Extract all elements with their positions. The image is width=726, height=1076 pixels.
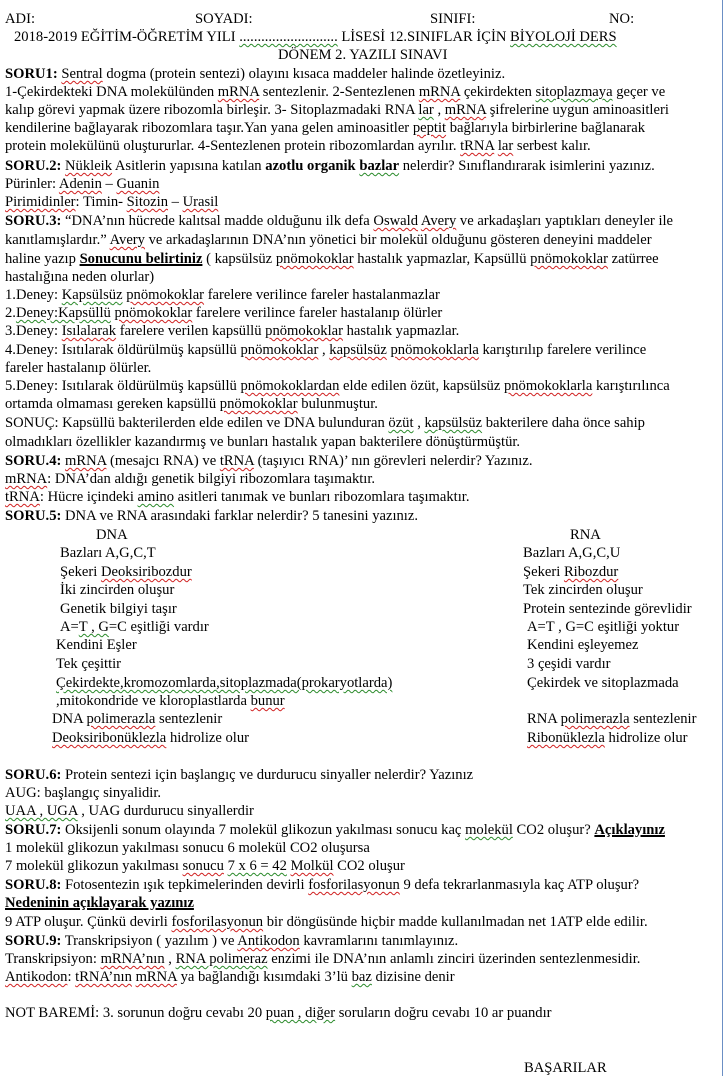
text-fragment: : DNA’dan aldığı genetik bilgiyi ribozomlara taşımaktır. [47, 471, 376, 487]
answer-6-start: AUG: başlangıç sinyalidir. [5, 785, 162, 801]
question-label: SORU1: [5, 66, 58, 82]
text-fragment: Isılalarak [61, 323, 117, 339]
text-fragment: 5.Deney: Isıtılarak öldürülmüş kapsüllü [5, 378, 241, 394]
text-fragment: ortamda olmaması gereken kapsüllü [5, 396, 220, 412]
answer-4-mrna [5, 470, 375, 488]
subject-name: BİYOLOJİ DERS [510, 29, 617, 45]
dna-property: DNA polimerazla sentezlenir [52, 711, 223, 727]
text-fragment: kapsülsüz [424, 415, 483, 431]
answer-4-trna [5, 488, 469, 506]
text-fragment: amino [137, 489, 175, 505]
text-fragment: kapsülsüz [329, 342, 387, 358]
text-fragment: Oksijenli sonum olayında 7 molekül glikozun yakılması sonucu kaç [61, 822, 466, 838]
text-fragment: farelere verilince fareler hastalanıp ölürler [192, 305, 443, 321]
answer-1-line [5, 83, 665, 101]
experiment-5-line [5, 395, 378, 413]
text-fragment: kanıtlamışlardır.” [5, 232, 110, 248]
text-fragment: Sitozin [126, 194, 169, 210]
text-fragment: geçer ve [612, 84, 666, 100]
closing-text: BAŞARILAR [524, 1060, 607, 1076]
text-fragment: mRNA [217, 84, 260, 100]
text-fragment: NOT BAREMİ: 3. sorunun doğru cevabı 20 [5, 1005, 266, 1021]
text-fragment: (taşıyıcı RNA)’ nın görevleri nelerdir? Yazınız. [253, 453, 533, 469]
rna-property: 3 çeşidi vardır [527, 656, 611, 672]
text-fragment: Açıklayınız [594, 822, 665, 838]
text-fragment: hastalık yapmazlar. [342, 323, 460, 339]
text-fragment: Nükleik [65, 158, 113, 174]
text-fragment: pnömokoklarla [503, 378, 593, 394]
text-fragment: ya bağlandığı kısımdaki 3’lü [176, 969, 352, 985]
text-fragment: bulunmuştur. [297, 396, 378, 412]
text-fragment: Adenin [58, 176, 102, 192]
text-fragment: azotlu organik [265, 158, 360, 174]
text-fragment: Guanin [116, 176, 160, 192]
answer-2-pyrimidines [5, 193, 218, 211]
text-fragment: : Timin- [75, 194, 127, 210]
text-fragment: 1-Çekirdekteki DNA molekülünden [5, 84, 218, 100]
text-fragment: 9 defa tekrarlanmasıyla kaç ATP oluşur? [399, 877, 640, 893]
question-9 [5, 932, 458, 950]
conclusion [5, 414, 645, 432]
text-fragment: dogma (protein sentezi) olayını kısaca maddeler halinde özetleyiniz. [102, 66, 506, 82]
rna-property: Protein sentezinde görevlidir [523, 601, 692, 617]
question-8 [5, 876, 639, 894]
question-8-instruction [5, 894, 194, 912]
answer-9-anticodon [5, 968, 455, 986]
text-fragment: lar [418, 102, 434, 118]
text-fragment: Pürinler: [5, 176, 59, 192]
text-fragment: Avery [109, 232, 145, 248]
question-label: SORU.7: [5, 822, 62, 838]
answer-8 [5, 913, 648, 931]
text-fragment: , [413, 415, 425, 431]
text-fragment: pnömokoklardan [240, 378, 340, 394]
text-fragment: mRNA [65, 453, 107, 469]
text-fragment: dizisine denir [371, 969, 455, 985]
text-fragment: Molkül [290, 858, 334, 874]
text-fragment: Antikodon [5, 969, 68, 985]
school-name-blank: ........................... [239, 29, 338, 45]
text-fragment: elde edilen özüt, kapsülsüz [339, 378, 504, 394]
text-fragment: serbest kalır. [513, 138, 591, 154]
text-fragment: sitoplazmaya [535, 84, 613, 100]
text-fragment: SONUÇ: Kapsüllü bakterilerden elde edilen ve DNA bulunduran [5, 415, 389, 431]
text-fragment: , [164, 951, 176, 967]
text-fragment: protein molekülünü oluştururlar. 4-Sentezlenen protein ribozomlardan ayrılır. [5, 138, 461, 154]
text-fragment: pnömokoklar [219, 396, 298, 412]
dna-property: İki zincirden oluşur [60, 582, 175, 598]
text-fragment: Asitlerin yapısına katılan [112, 158, 266, 174]
text-fragment: şifrelerine uygun aminoasitleri [486, 102, 669, 118]
text-fragment: baz [351, 969, 372, 985]
answer-6-stop [5, 802, 254, 820]
rna-property: Şekeri Ribozdur [523, 564, 619, 580]
text-fragment: 3.Deney: [5, 323, 62, 339]
question-label: SORU.9: [5, 933, 62, 949]
question-6 [5, 766, 473, 784]
text-fragment: fosforilasyonun [171, 914, 264, 930]
text-fragment: mRNA [418, 84, 461, 100]
text-fragment: mRNA [135, 969, 177, 985]
exam-title: DÖNEM 2. YAZILI SINAVI [278, 47, 448, 63]
text-fragment: mRNA [444, 102, 487, 118]
text-fragment: pnömokoklar [275, 251, 354, 267]
question-2 [5, 157, 655, 175]
text-fragment: , [433, 102, 445, 118]
text-fragment: Pirimidinler [5, 194, 76, 210]
text-fragment: Oswald [373, 213, 419, 229]
text-fragment: pnömokoklar [530, 251, 608, 267]
text-fragment: ( kapsülsüz [202, 251, 276, 267]
text-fragment: sentezlenir. 2-Sentezlenen [259, 84, 419, 100]
text-fragment: CO2 oluşur? [512, 822, 595, 838]
text-fragment: kavramlarını tanımlayınız. [299, 933, 459, 949]
text-fragment: Deney:Kapsüllü [15, 305, 111, 321]
answer-2-purines [5, 175, 159, 193]
experiment-2 [5, 304, 442, 322]
text-fragment: 7 x 6 = 42 [227, 858, 287, 874]
text-fragment: Nedeninin açıklayarak yazınız [5, 895, 194, 911]
text-fragment: RNA polimeraz [175, 951, 268, 967]
text-fragment: asitleri tanımak ve bunları ribozomlara taşımaktır. [174, 489, 470, 505]
text-fragment: : [67, 969, 76, 985]
school-text: LİSESİ 12.SINIFLAR İÇİN [337, 29, 511, 45]
text-fragment: Transkripsiyon: [5, 951, 101, 967]
text-fragment: kendilerine bağlayarak ribozomlara taşır.Yan yana gelen aminoasitler [5, 120, 413, 136]
question-3-line [5, 250, 659, 268]
text-fragment: Antikodon [237, 933, 300, 949]
text-fragment: tRNA [5, 489, 40, 505]
text-fragment: Kapsülsüz [61, 287, 123, 303]
text-fragment: pnömokoklar [126, 287, 205, 303]
dna-property: Bazları A,G,C,T [60, 545, 156, 561]
conclusion-line: olmadıkları özellikler kazandırmış ve bunları hastalık yapan bakterilere dönüştürmüştür. [5, 434, 521, 450]
question-3-line [5, 231, 652, 249]
text-fragment: tRNA [460, 138, 495, 154]
text-fragment: mRNA’nın [100, 951, 165, 967]
text-fragment: CO2 oluşur [333, 858, 405, 874]
experiment-5 [5, 377, 670, 395]
answer-1-line [5, 137, 591, 155]
experiment-4 [5, 341, 646, 359]
exam-header-line [14, 28, 617, 46]
text-fragment: bağlarıyla birbirlerine bağlanarak [446, 120, 646, 136]
rna-property: Bazları A,G,C,U [523, 545, 621, 561]
dna-property: Şekeri Deoksiribozdur [60, 564, 192, 580]
question-label: SORU.8: [5, 877, 62, 893]
class-label: SINIFI: [430, 11, 476, 27]
text-fragment: molekül [465, 822, 513, 838]
surname-label: SOYADI: [195, 11, 253, 27]
question-label: SORU.3: [5, 213, 62, 229]
text-fragment: mRNA [5, 471, 48, 487]
question-3-line: hastalığına neden olurlar) [5, 269, 155, 285]
text-fragment: puan , diğer [265, 1005, 336, 1021]
text-fragment: 7 molekül glikozun yakılması [5, 858, 183, 874]
text-fragment: nelerdir? Sınıflandırarak isimlerini yazınız. [399, 158, 655, 174]
answer-7-line: 1 molekül glikozun yakılması sonucu 6 molekül CO2 oluşursa [5, 840, 370, 856]
grading-note [5, 1004, 552, 1022]
question-5 [5, 507, 418, 525]
text-fragment: ve arkadaşları yaptıkları deneyler ile [456, 213, 674, 229]
text-fragment: – [101, 176, 117, 192]
text-fragment: tRNA [219, 453, 254, 469]
text-fragment: hastalık yapmazlar, Kapsüllü [353, 251, 531, 267]
text-fragment: Avery [420, 213, 457, 229]
question-label: SORU.4: [5, 453, 62, 469]
text-fragment: : Hücre içindeki [39, 489, 138, 505]
text-fragment: (mesajcı RNA) ve [106, 453, 220, 469]
text-fragment: pnömokoklarla [390, 342, 479, 358]
question-label: SORU.6: [5, 767, 62, 783]
text-fragment: ve arkadaşlarının DNA’nın yönetici bir molekül olduğunu gösteren deneyini maddeler [144, 232, 652, 248]
text-fragment: Urasil [182, 194, 219, 210]
text-fragment: bir döngüsünde hiçbir madde kullanılmadan net 1ATP elde edilir. [263, 914, 648, 930]
text-fragment: , [318, 342, 330, 358]
text-fragment: UAA , UGA [5, 803, 78, 819]
question-4 [5, 452, 532, 470]
text-fragment: Protein sentezi için başlangıç ve durdurucu sinyaller nelerdir? Yazınız [61, 767, 474, 783]
question-label: SORU.2: [5, 158, 62, 174]
rna-property: Kendini eşleyemez [527, 637, 639, 653]
rna-property: Tek zincirden oluşur [523, 582, 643, 598]
text-fragment: 9 ATP oluşur. Çünkü devirli [5, 914, 172, 930]
answer-7-line [5, 857, 405, 875]
text-fragment: enzimi ile DNA’nın anlamlı zinciri üzerinden sentezlenmesidir. [267, 951, 641, 967]
text-fragment: tRNA’nın [75, 969, 132, 985]
answer-1-line [5, 119, 645, 137]
text-fragment: 1.Deney: [5, 287, 62, 303]
text-fragment: farelere verilen kapsüllü [116, 323, 266, 339]
text-fragment: fosforilasyonun [308, 877, 400, 893]
text-fragment: zatürree [607, 251, 659, 267]
rna-property: Çekirdek ve sitoplazmada [527, 675, 679, 691]
page-edge [722, 0, 726, 1076]
rna-property: RNA polimerazla sentezlenir [527, 711, 697, 727]
text-fragment: “DNA’nın hücrede kalıtsal madde olduğunu ilk defa [61, 213, 374, 229]
text-fragment: DNA ve RNA arasındaki farklar nelerdir? 5 tanesini yazınız. [61, 508, 418, 524]
text-fragment: bakterilere daha önce sahip [482, 415, 645, 431]
number-label: NO: [609, 11, 635, 27]
text-fragment: 4.Deney: Isıtılarak öldürülmüş kapsüllü [5, 342, 241, 358]
dna-property: Tek çeşittir [56, 656, 122, 672]
experiment-1 [5, 286, 440, 304]
rna-property: Ribonüklezla hidrolize olur [527, 730, 688, 746]
dna-property: Genetik bilgiyi taşır [60, 601, 177, 617]
answer-1-line [5, 101, 669, 119]
text-fragment: soruların doğru cevabı 10 ar puandır [335, 1005, 552, 1021]
text-fragment: , UAG durdurucu sinyallerdir [77, 803, 254, 819]
text-fragment: sonucu [182, 858, 224, 874]
text-fragment: bazlar [359, 158, 400, 174]
experiment-3 [5, 322, 459, 340]
text-fragment: Transkripsiyon ( yazılım ) ve [61, 933, 238, 949]
text-fragment: Sonucunu belirtiniz [79, 251, 203, 267]
experiment-4-line: fareler hastalanıp ölürler. [5, 360, 152, 376]
question-1 [5, 65, 505, 83]
text-fragment: özüt [388, 415, 414, 431]
question-label: SORU.5: [5, 508, 62, 524]
text-fragment: peptit [412, 120, 447, 136]
text-fragment: lar [497, 138, 514, 154]
text-fragment: Sentral [61, 66, 103, 82]
text-fragment: pnömokoklar [114, 305, 193, 321]
text-fragment: pnömokoklar [240, 342, 319, 358]
rna-property: A=T , G=C eşitliği yoktur [527, 619, 680, 635]
text-fragment: haline yazıp [5, 251, 80, 267]
question-3 [5, 212, 673, 230]
rna-column-header: RNA [570, 527, 601, 543]
dna-column-header: DNA [96, 527, 128, 543]
school-year: 2018-2019 EĞİTİM-ÖĞRETİM YILI [14, 29, 240, 45]
text-fragment: Fotosentezin ışık tepkimelerinden devirli [61, 877, 309, 893]
dna-property: A=T , G=C eşitliği vardır [60, 619, 209, 635]
text-fragment: karıştırılıp farelere verilince [478, 342, 647, 358]
text-fragment: çekirdekten [460, 84, 536, 100]
question-7 [5, 821, 665, 839]
answer-9-transcription [5, 950, 640, 968]
text-fragment: pnömokoklar [265, 323, 343, 339]
text-fragment: kalıp görevi yapmak üzere ribozomla birleşir. 3- Sitoplazmadaki RNA [5, 102, 419, 118]
dna-property: Çekirdekte,kromozomlarda,sitoplazmada(prokaryotlarda) [56, 675, 393, 691]
text-fragment: karıştırılınca [592, 378, 670, 394]
dna-property: ,mitokondride ve kloroplastlarda bunur [56, 693, 285, 709]
text-fragment: 2. [5, 305, 16, 321]
dna-property: Deoksiribonüklezla hidrolize olur [52, 730, 249, 746]
text-fragment: – [168, 194, 183, 210]
text-fragment: farelere verilince fareler hastalanmazlar [204, 287, 440, 303]
dna-property: Kendini Eşler [56, 637, 137, 653]
name-label: ADI: [5, 11, 35, 27]
